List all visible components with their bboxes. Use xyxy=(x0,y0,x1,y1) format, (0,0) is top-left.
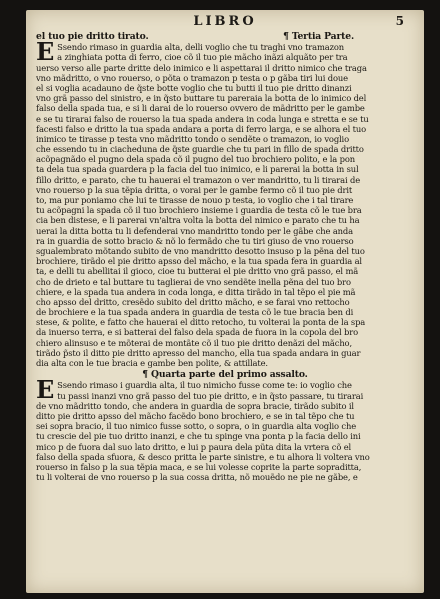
text-line xyxy=(36,103,414,113)
text-line xyxy=(36,185,414,195)
text-line xyxy=(36,114,414,124)
line-text: el si voglia acadauno de q̃ste botte voglio che tu butti il tuo pie dritto dinanzi xyxy=(36,82,352,93)
text-line xyxy=(36,307,414,317)
line-text: chiere, e la spada tua andera in coda longa, e ditta tirãdo in tal tẽpo el pie mã xyxy=(36,286,356,297)
text-line xyxy=(36,472,414,482)
text-line xyxy=(36,348,414,358)
section-title: ¶ Quarta parte del primo assalto. xyxy=(142,369,308,381)
line-text: ta, e delli tu abellitai il gioco, cioe tu butterai el pie dritto vno grã passo, el mã xyxy=(36,266,359,277)
text-line xyxy=(36,431,414,441)
line-text: cho de drieto e tal buttare tu taglierai de vno sendẽte inella pẽna del tuo bro xyxy=(36,276,351,287)
line-text: tu passi inanzi vno grã passo del tuo pie dritto, e in q̃sto passare, tu tirarai xyxy=(57,390,364,401)
text-line xyxy=(36,297,414,307)
drop-initial: E xyxy=(36,375,55,405)
page-number: 5 xyxy=(395,14,404,28)
line-text: facesti falso e dritto la tua spada andara a porta di ferro larga, e se alhora el tuo xyxy=(36,123,366,134)
line-text: cho apsso del dritto, cresẽdo subito del dritto mãcho, e se farai vno rettocho xyxy=(36,296,350,307)
drop-initial: E xyxy=(36,37,55,67)
line-text: ta dela tua spada guardera p la facia del tuo inimico, e li parerai la botta in sul xyxy=(36,164,359,175)
text-block xyxy=(36,32,414,482)
text-line xyxy=(36,93,414,103)
text-line xyxy=(36,421,414,431)
text-line xyxy=(36,164,414,174)
line-text: de vno mãdritto tondo, che andera in guardia de sopra bracie, tirãdo subito il xyxy=(36,400,354,411)
line-text: ditto pie dritto apsso del mãcho facẽdo bono brochiero, e se in tal tẽpo che tu xyxy=(36,410,355,421)
text-line xyxy=(36,391,414,401)
text-line xyxy=(36,63,414,73)
text-line xyxy=(36,175,414,185)
text-line xyxy=(36,52,414,62)
line-text: to, ma pur poniamo che lui te tirasse de nouo p testa, io voglio che i tal tirare xyxy=(36,195,354,205)
page-header xyxy=(26,14,424,30)
line-text: acõpagnãdo el pugno dela spada cõ il pugno del tuo brochiero polito, e la pon xyxy=(36,154,356,165)
text-line xyxy=(36,83,414,93)
text-line xyxy=(36,358,414,368)
line-text: cia ben distese, e li parerai vn'altra volta la botta del nimico e parato che tu ha xyxy=(36,215,360,226)
line-text: che essendo tu in ciacheduna de q̃ste guardie che tu pari in fillo de spada dritto xyxy=(36,144,364,155)
text-line xyxy=(36,317,414,327)
text-line xyxy=(36,134,414,144)
text-line xyxy=(36,287,414,297)
line-text: uerso verso alle parte dritte delo inimico e li aspettarai il dritto nimico che traga xyxy=(36,62,367,73)
text-line xyxy=(36,401,414,411)
text-line xyxy=(36,144,414,154)
text-line xyxy=(36,277,414,287)
text-line xyxy=(36,73,414,83)
text-line xyxy=(36,266,414,276)
line-text: tu acõpagni la spada cõ il tuo brochiero insieme i guardia de testa cõ le tue bra xyxy=(36,205,362,216)
line-text: fillo dritto, e parato, che tu hauerai el tramazon o ver mandritto, tu li tirarai de xyxy=(36,174,361,185)
line-text: brochiere, tirãdo el pie dritto apsso del mãcho, e la tua spada fera in guardia al xyxy=(36,256,362,267)
line-text: a zinghiata potta di ferro, cioe cõ il tuo pie mãcho inãzi alquãto per tra xyxy=(57,52,348,63)
text-line xyxy=(36,124,414,134)
line-text: vno mãdritto, o vno rouerso, o põta o tramazon p testa o p gãba tiri lui doue xyxy=(36,72,348,83)
line-text: tu crescie del pie tuo dritto inanzi, e che tu spinge vna ponta p la facia dello ini xyxy=(36,431,361,442)
line-text: stese, & polite, e fatto che hauerai el ditto retocho, tu volterai la ponta de la spa xyxy=(36,317,366,328)
line-text: sei sopra bracio, il tuo nimico fusse sotto, o sopra, o in guardia alta voglio che xyxy=(36,421,357,432)
line-text: de brochiere e la tua spada andera in guardia de testa cõ le tue bracia ben di xyxy=(36,307,354,318)
text-line xyxy=(36,338,414,348)
text-line xyxy=(36,195,414,205)
line-text: Ssendo rimaso in guardia alta, delli voglio che tu traghi vno tramazon xyxy=(57,42,345,53)
text-line xyxy=(36,215,414,225)
line-text: uerai la ditta botta tu li defenderai vno mandritto tondo per le gãbe che anda xyxy=(36,225,353,236)
section-title-row xyxy=(36,32,414,42)
line-text: ra in guardia de sotto bracio & nõ lo fermãdo che tu tiri giuso de vno rouerso xyxy=(36,235,354,246)
line-text: dia alta con le tue bracia e gambe ben polite, & attillate. xyxy=(36,358,268,368)
line-text: tirãdo p̃sto il ditto pie dritto apresso del mancho, ella tua spada andara in guar xyxy=(36,347,361,358)
text-line xyxy=(36,452,414,462)
carryover-line: el tuo pie dritto tirato. xyxy=(36,31,149,42)
line-text: tu li volterai de vno rouerso p la sua cossa dritta, nõ mouẽdo ne pie ne gãbe, e xyxy=(36,472,358,483)
text-line xyxy=(36,154,414,164)
text-line xyxy=(36,256,414,266)
running-head: LIBRO xyxy=(193,14,257,29)
text-line xyxy=(36,205,414,215)
line-text: vno grã passo del sinistro, e in q̃sto buttare tu pareraia la botta de lo inimico del xyxy=(36,93,367,104)
text-line xyxy=(36,246,414,256)
section-title: ¶ Tertia Parte. xyxy=(283,31,354,42)
text-line xyxy=(36,236,414,246)
line-text: falso della spada tua, e si li darai de lo rouerso ovvero de mãdritto per le gambe xyxy=(36,103,365,114)
line-text: inimico te tirasse p testa vno mãdritto tondo o sendẽte o tramazon, io voglio xyxy=(36,133,349,144)
line-text: Ssendo rimaso i guardia alta, il tuo nimicho fusse come te: io voglio che xyxy=(57,380,352,391)
book-page xyxy=(26,10,424,593)
line-text: rouerso in falso p la sua tẽpia maca, e se lui volesse coprite la parte sopraditta, xyxy=(36,461,362,472)
section-tertia-parte xyxy=(36,37,414,368)
line-text: e se tu tirarai falso de rouerso la tua spada andera in coda lunga e stretta e se tu xyxy=(36,113,369,124)
text-line xyxy=(36,226,414,236)
text-line xyxy=(36,411,414,421)
line-text: da inuerso terra, e si batterai del falso dela spada de fuora in la copola del bro xyxy=(36,327,358,338)
line-text: mico p de fuora dal suo lato dritto, e lui p paura dela pũta dita la vrtera cõ el xyxy=(36,441,352,452)
line-text: falso della spada sfuora, & desco pritta le parte sinistre, e tu alhora li voltera vno xyxy=(36,451,370,462)
line-text: chiero alinsuso e te mõterai de montãte cõ il tuo pie dritto denãzi del mãcho, xyxy=(36,337,352,348)
line-text: sgualembrato mõtando subito de vno mandritto desotto insuso p la pẽna del tuo xyxy=(36,245,365,256)
text-line xyxy=(36,462,414,472)
text-line xyxy=(36,442,414,452)
line-text: vno rouerso p la sua tẽpia dritta, o vorai per le gambe fermo cõ il tuo pie drit xyxy=(36,184,353,195)
text-line xyxy=(36,327,414,337)
